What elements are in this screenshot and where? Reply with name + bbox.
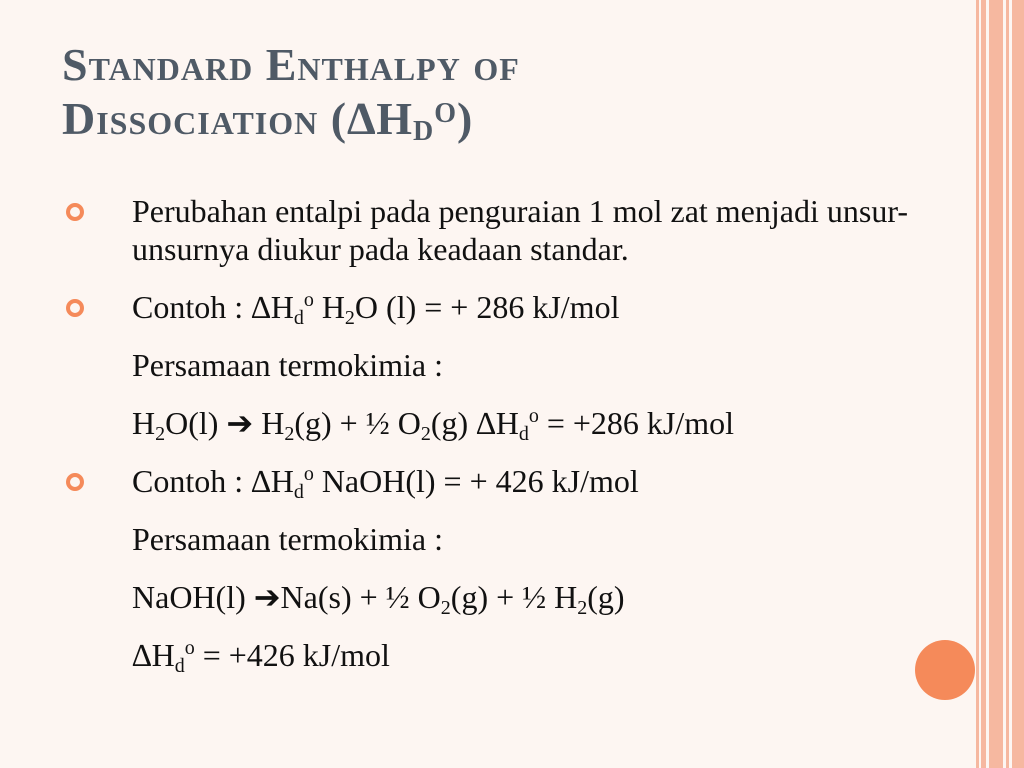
title-line-1: Standard Enthalpy of <box>62 39 520 90</box>
equation-naoh-enthalpy: $\Delta H_d^o = +426$ kJ/mol <box>132 637 390 677</box>
persamaan-label-1: Persamaan termokimia : <box>132 347 444 383</box>
equation-water: $H_2O(l)$ ➔ $H_2(g)$ + ½ $O_2(g) \Delta H_d^o = +286$ kJ/mol <box>132 405 735 445</box>
arrow-icon: ➔ <box>253 579 281 615</box>
decor-stripe <box>1012 0 1024 768</box>
persamaan-label-2: Persamaan termokimia : <box>132 521 444 557</box>
title-line-2: Dissociation $(\Delta H_D^O)$ <box>62 93 474 147</box>
bullet-item-example-water: Contoh : $\Delta H_d^o$ $H_2O$ (l) = + 286 kJ/mol <box>60 288 1000 326</box>
bullet-item-example-naoh: Contoh : $\Delta H_d^o$ NaOH(l) = + 426 kJ/mol <box>60 462 1000 500</box>
bullet-ring-icon <box>66 473 84 491</box>
arrow-icon: ➔ <box>226 405 254 441</box>
decor-stripe <box>1006 0 1009 768</box>
bullet-text: Perubahan entalpi pada penguraian 1 mol zat menjadi unsur-unsurnya diukur pada keadaan standar. <box>132 193 908 267</box>
bullet-ring-icon <box>66 299 84 317</box>
bullet-item-definition <box>60 192 1000 268</box>
equation-naoh: NaOH(l) ➔Na(s) + ½ $O_2(g)$ + ½ $H_2(g)$ <box>132 579 625 619</box>
slide-content <box>60 192 1000 694</box>
slide-title <box>62 38 942 146</box>
bullet-ring-icon <box>66 203 84 221</box>
